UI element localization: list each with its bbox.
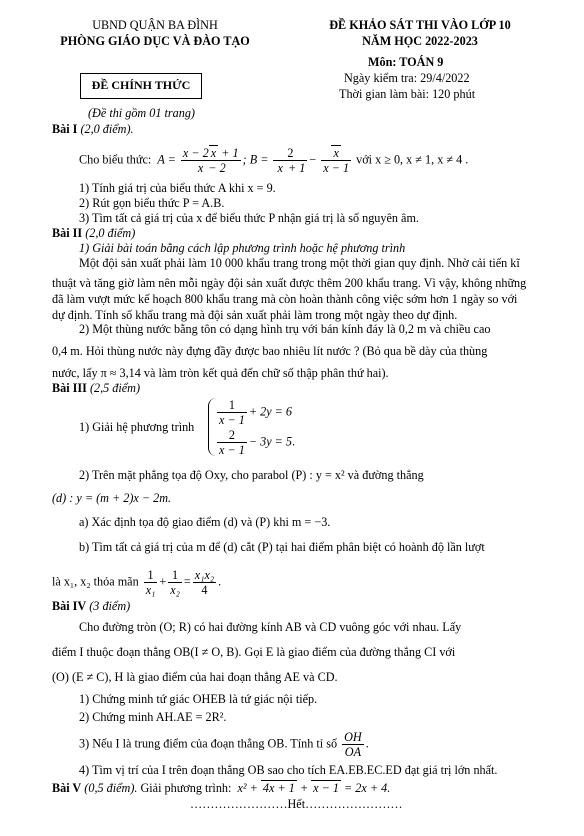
bai1-condition: với x ≥ 0, x ≠ 1, x ≠ 4 . [356,152,469,167]
bai5-row: Bài V (0,5 điểm). Giải phương trình: x² + 4x + 1 + x − 1 = 2x + 4. [52,781,391,795]
bai4-q2: 2) Chứng minh AH.AE = 2R². [79,710,227,724]
bai4-q3: 3) Nếu I là trung điểm của đoạn thẳng OB. Tính tỉ số [79,736,338,751]
exam-time: Thời gian làm bài: 120 phút [339,87,476,101]
bai3-heading [52,381,140,397]
bai2-p2-l2: 0,4 m. Hỏi thùng nước này đựng đầy được bao nhiêu lít nước ? (Bỏ qua bề dày của thùng [52,344,488,358]
bai1-q2: 2) Rút gọn biểu thức P = A.B. [79,196,225,210]
exam-title: ĐỀ KHẢO SÁT THI VÀO LỚP 10 [329,18,511,32]
bai4-title: Bài IV [52,599,87,613]
bai3-q2b: b) Tìm tất cả giá trị của m để (d) cắt (P) tại hai điểm phân biệt có hoành độ lần lượt [79,540,485,554]
exam-date: Ngày kiểm tra: 29/4/2022 [344,71,470,85]
system-eq2-tail: − 3y = 5 [248,434,293,449]
bai3-q2-l1: 2) Trên mặt phẳng tọa độ Oxy, cho parabol (P) : y = x² và đường thẳng [79,468,424,482]
bai5-title: Bài V [52,781,82,795]
bai2-heading [52,226,135,242]
bai2-p2-l1: 2) Một thùng nước bằng tôn có dạng hình trụ với bán kính đáy là 0,2 m và chiều cao [79,322,491,336]
bai1-q3: 3) Tìm tất cả giá trị của x để biểu thức P nhận giá trị là số nguyên âm. [79,211,419,225]
bai1-points: (2,0 điểm). [80,122,134,136]
bai5-points: (0,5 điểm). [84,781,138,795]
end-marker: ……………………Hết…………………… [190,797,403,811]
system-eq1: $\frac{1}{x - 1}$ + 2y = 6 [219,398,293,428]
bai1-expression: Cho biểu thức: A = $\frac{x - 2 x + 1}{x - 2}$ ; B = $\frac{2}{x + 1}$ − $\frac{x}{x - 1}$ với x ≥ 0, x ≠ 1, x ≠ 4 . [79,146,469,176]
bai3-q1: 1) Giải hệ phương trình [79,420,195,434]
bai3-q2b-l2: là x₁, x₂ thỏa mãn $\frac{1}{\text{x₁}}$ + $\frac{1}{\text{x₂}}$ = $\frac{\text{x₁x₂}}{4}$ . [52,568,222,598]
bai2-points: (2,0 điểm) [85,226,136,240]
bai3-q2a: a) Xác định tọa độ giao điểm (d) và (P) khi m = −3. [79,515,331,529]
bai1-title: Bài I [52,122,78,136]
bai2-p1-l1: Một đội sản xuất phải làm 10 000 khẩu trang trong một thời gian quy định. Nhờ cải tiến kĩ [79,256,520,270]
bai3-title: Bài III [52,381,87,395]
bai4-l3: (O) (E ≠ C), H là giao điểm của hai đoạn thẳng AE và CD. [52,670,338,684]
school-year: NĂM HỌC 2022-2023 [362,34,478,48]
bai4-q1: 1) Chứng minh tứ giác OHEB là tứ giác nội tiếp. [79,692,318,706]
bai4-q4: 4) Tìm vị trí của I trên đoạn thẳng OB sao cho tích EA.EB.EC.ED đạt giá trị lớn nhất. [79,763,498,777]
system-eq2: $\frac{2}{x - 1}$ − 3y = 5. [219,428,296,458]
bai2-p1-l3: đã làm vượt mức kế hoạch 800 khẩu trang mà còn hoàn thành công việc sớm hơn 1 ngày so với [52,292,518,306]
bai1-intro: Cho biểu thức: [79,152,152,167]
pages-note: (Đề thi gồm 01 trang) [88,106,195,120]
bai2-sub1-title: 1) Giải bài toán bằng cách lập phương trình hoặc hệ phương trình [79,241,406,255]
department-name: UBND QUẬN BA ĐÌNH [92,18,218,32]
bai3-q2b-l2-text: là x₁, x₂ thỏa mãn [52,574,139,589]
bai2-title: Bài II [52,226,83,240]
subject: Môn: TOÁN 9 [368,55,444,69]
bai2-p1-l2: thuật và tăng giờ làm nên mỗi ngày đội sản xuất được thêm 200 khẩu trang. Vì vậy, không những [52,276,527,290]
bai1-q1: 1) Tính giá trị của biểu thức A khi x = 9. [79,181,276,195]
bai4-points: (3 điểm) [89,599,131,613]
bai3-q2-l2: (d) : y = (m + 2)x − 2m. [52,491,172,505]
bai4-l2: điểm I thuộc đoạn thẳng OB(I ≠ O, B). Gọi E là giao điểm của đường thẳng CI với [52,645,456,659]
bai2-p2-l3: nước, lấy π ≈ 3,14 và làm tròn kết quả đến chữ số thập phân thứ hai). [52,366,389,380]
system-eq1-tail: + 2y = 6 [248,404,293,419]
bai4-heading [52,599,130,615]
bai2-p1-l4: dự định. Tính số khẩu trang mà đội sản xuất phải làm trong một ngày theo dự định. [52,308,458,322]
bai3-points: (2,5 điểm) [89,381,141,395]
bai5-text: Giải phương trình: [140,781,232,795]
bai4-q3-row: 3) Nếu I là trung điểm của đoạn thẳng OB. Tính tỉ số $\frac{OH}{OA}$ . [79,730,369,760]
official-box: ĐỀ CHÍNH THỨC [80,73,202,99]
office-name: PHÒNG GIÁO DỤC VÀ ĐÀO TẠO [60,34,250,48]
bai4-l1: Cho đường tròn (O; R) có hai đường kính AB và CD vuông góc với nhau. Lấy [79,620,462,634]
bai1-heading [52,122,134,138]
